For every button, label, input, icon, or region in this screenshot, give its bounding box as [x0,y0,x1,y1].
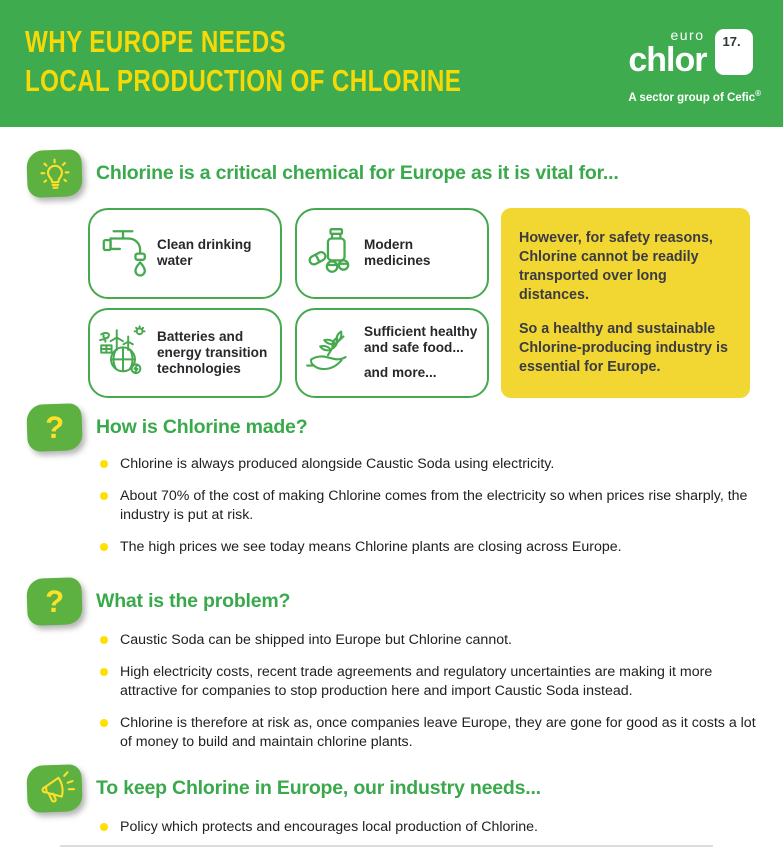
card-label [364,324,479,381]
bullet-text: Caustic Soda can be shipped into Europe but Chlorine cannot. [120,632,512,648]
card-label-more: and more... [364,365,437,381]
page-title-line2: LOCAL PRODUCTION OF CHLORINE [25,63,462,99]
bullet-item [100,714,758,751]
medicine-icon [303,224,364,283]
section-heading-made: How is Chlorine made? [96,416,308,438]
logo-badge-number: 17. [722,34,741,49]
bullet-list-made [100,455,758,571]
logo-euro-text: euro [670,27,705,43]
bullet-list-problem [100,631,758,765]
section-heading-needs: To keep Chlorine in Europe, our industry needs... [96,777,541,799]
bullet-text: High electricity costs, recent trade agreements and regulatory uncertainties are making it more attractive for companies to stop production here and import Caustic Soda instead. [120,664,713,699]
cutoff-divider [60,845,713,847]
vital-content [88,208,750,398]
registered-mark: ® [755,89,761,99]
bullet-text: Chlorine is always produced alongside Caustic Soda using electricity. [120,456,555,472]
bullet-dot [100,543,108,551]
lightbulb-icon [26,149,83,198]
callout-paragraph-1: However, for safety reasons, Chlorine cannot be readily transported over long distances. [519,230,713,303]
card-food [295,308,489,399]
bullet-item [100,818,758,836]
bullet-dot [100,719,108,727]
bullet-dot [100,668,108,676]
bullet-item [100,487,758,524]
question-icon: ? [26,403,83,452]
card-clean-water [88,208,282,299]
bullet-text: Policy which protects and encourages local production of Chlorine. [120,819,538,835]
bullet-dot [100,460,108,468]
header-banner [0,0,783,127]
bullet-text: Chlorine is therefore at risk as, once companies leave Europe, they are gone for good as it costs a lot of money to build and maintain chlorine plants. [120,715,756,750]
callout-paragraph-2: So a healthy and sustainable Chlorine-producing industry is essential for Europe. [519,321,728,375]
section-heading-vital: Chlorine is a critical chemical for Europe as it is vital for... [96,162,619,184]
energy-icon [96,323,157,382]
bullet-text: About 70% of the cost of making Chlorine comes from the electricity so when prices rise sharply, the industry is put at risk. [120,488,748,523]
bullet-item [100,538,758,556]
logo-tagline: A sector group of Cefic® [628,89,761,105]
bullet-item [100,631,758,649]
bullet-list-needs [100,818,758,848]
section-made-heading-row [27,404,307,451]
section-vital-heading-row [27,150,619,197]
vital-cards-grid [88,208,489,398]
section-problem-heading-row [27,578,290,625]
card-label-main: Sufficient healthy and safe food... [364,324,478,356]
page-title [25,22,461,101]
card-label: Clean drinking water [157,237,252,269]
question-icon: ? [26,577,83,626]
logo-badge [715,29,753,75]
food-icon [303,323,364,382]
section-needs-heading-row [27,765,541,812]
bullet-dot [100,823,108,831]
card-label: Modern medicines [364,237,431,269]
card-label: Batteries and energy transition technologies [157,328,268,376]
bullet-dot [100,636,108,644]
section-heading-problem: What is the problem? [96,590,291,612]
callout-panel [501,208,750,398]
bullet-text: The high prices we see today means Chlorine plants are closing across Europe. [120,539,622,556]
megaphone-icon [26,764,83,813]
eurochlor-logo [628,27,761,104]
bullet-item [100,663,758,700]
page-title-line1: WHY EUROPE NEEDS [25,24,287,59]
logo-chlor-text: chlor [628,41,707,79]
card-energy [88,308,282,399]
bullet-item [100,455,758,473]
bullet-dot [100,492,108,500]
faucet-icon [96,224,157,283]
card-medicines [295,208,489,299]
